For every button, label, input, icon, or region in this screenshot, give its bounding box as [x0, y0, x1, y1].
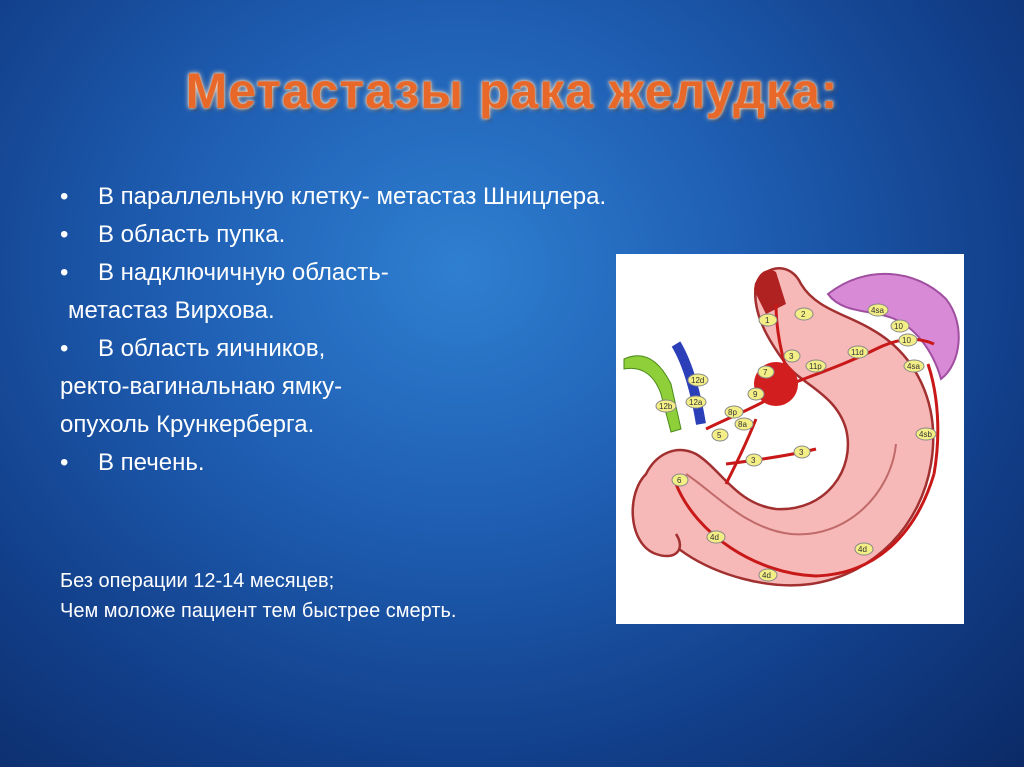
svg-text:10: 10: [902, 336, 911, 345]
lymph-node-12b: [656, 400, 676, 412]
bullet-text: метастаз Вирхова.: [68, 297, 275, 324]
svg-text:10: 10: [894, 322, 903, 331]
lymph-node-1: [759, 314, 777, 326]
svg-text:3: 3: [789, 352, 794, 361]
bullet-text: В параллельную клетку- метастаз Шницлера.: [98, 183, 607, 210]
bullet-marker: •: [60, 335, 69, 362]
lymph-node-10b: [899, 334, 917, 346]
bile-duct-shape: [624, 356, 681, 432]
svg-text:11d: 11d: [851, 348, 864, 357]
svg-text:12b: 12b: [659, 402, 673, 411]
prognosis-note: [60, 566, 456, 626]
bullet-item: [60, 254, 606, 292]
bullet-text: В надключичную область-: [98, 259, 389, 286]
bullet-continuation: [60, 406, 606, 444]
lymph-node-4d-left: [707, 531, 725, 543]
bullet-text: В печень.: [98, 449, 205, 476]
bullet-text: В область яичников,: [98, 335, 326, 362]
svg-text:4sb: 4sb: [919, 430, 932, 439]
bullet-marker: •: [60, 221, 69, 248]
svg-text:9: 9: [753, 390, 758, 399]
lymph-node-12a: [686, 396, 706, 408]
svg-text:11p: 11p: [809, 362, 822, 371]
bullet-continuation: [60, 368, 606, 406]
stomach-lymph-nodes-icon: [616, 254, 964, 624]
lymph-node-5: [712, 429, 728, 441]
bullet-item: [60, 330, 606, 368]
svg-text:8a: 8a: [738, 420, 747, 429]
lymph-node-4sb: [916, 428, 936, 440]
lymph-node-11p: [806, 360, 826, 372]
svg-text:3: 3: [751, 456, 756, 465]
svg-text:2: 2: [801, 310, 806, 319]
note-line: Без операции 12-14 месяцев;: [60, 570, 335, 592]
svg-text:4d: 4d: [762, 571, 771, 580]
bullet-list: [60, 178, 606, 482]
lymph-node-3b: [746, 454, 762, 466]
stomach-illustration: [616, 254, 964, 624]
lymph-node-4d-right: [855, 543, 873, 555]
lymph-node-6: [672, 474, 688, 486]
lymph-node-12d: [688, 374, 708, 386]
bullet-marker: •: [60, 449, 69, 476]
lymph-node-3: [784, 350, 800, 362]
bullet-text: ректо-вагинальнаю ямку-: [60, 373, 343, 400]
lymph-node-7: [758, 366, 774, 378]
svg-text:4sa: 4sa: [907, 362, 920, 371]
svg-text:3: 3: [799, 448, 804, 457]
bullet-item: [60, 444, 606, 482]
svg-text:12d: 12d: [691, 376, 705, 385]
lymph-node-4d-bottom: [759, 569, 777, 581]
lymph-node-8p: [725, 406, 743, 418]
svg-text:12a: 12a: [689, 398, 703, 407]
bullet-marker: •: [60, 183, 69, 210]
bullet-item: [60, 178, 606, 216]
lymph-node-2: [795, 308, 813, 320]
svg-text:4d: 4d: [858, 545, 867, 554]
lymph-node-11d: [848, 346, 868, 358]
svg-text:5: 5: [717, 431, 722, 440]
lymph-node-4sa-top: [868, 304, 888, 316]
lymph-node-10a: [891, 320, 909, 332]
svg-text:1: 1: [765, 316, 770, 325]
note-line: Чем моложе пациент тем быстрее смерть.: [60, 600, 457, 622]
lymph-node-3c: [794, 446, 810, 458]
svg-text:4d: 4d: [710, 533, 719, 542]
slide-title: Метастазы рака желудка:: [185, 63, 839, 119]
bullet-text: В область пупка.: [98, 221, 286, 248]
lymph-node-4sa: [904, 360, 924, 372]
lymph-node-9: [748, 388, 764, 400]
svg-text:6: 6: [677, 476, 682, 485]
svg-text:7: 7: [763, 368, 768, 377]
bullet-text: опухоль Крункерберга.: [60, 411, 315, 438]
lymph-node-8a: [735, 418, 753, 430]
svg-text:8p: 8p: [728, 408, 737, 417]
bullet-continuation: [60, 292, 606, 330]
bullet-item: [60, 216, 606, 254]
svg-text:4sa: 4sa: [871, 306, 884, 315]
bullet-marker: •: [60, 259, 69, 286]
